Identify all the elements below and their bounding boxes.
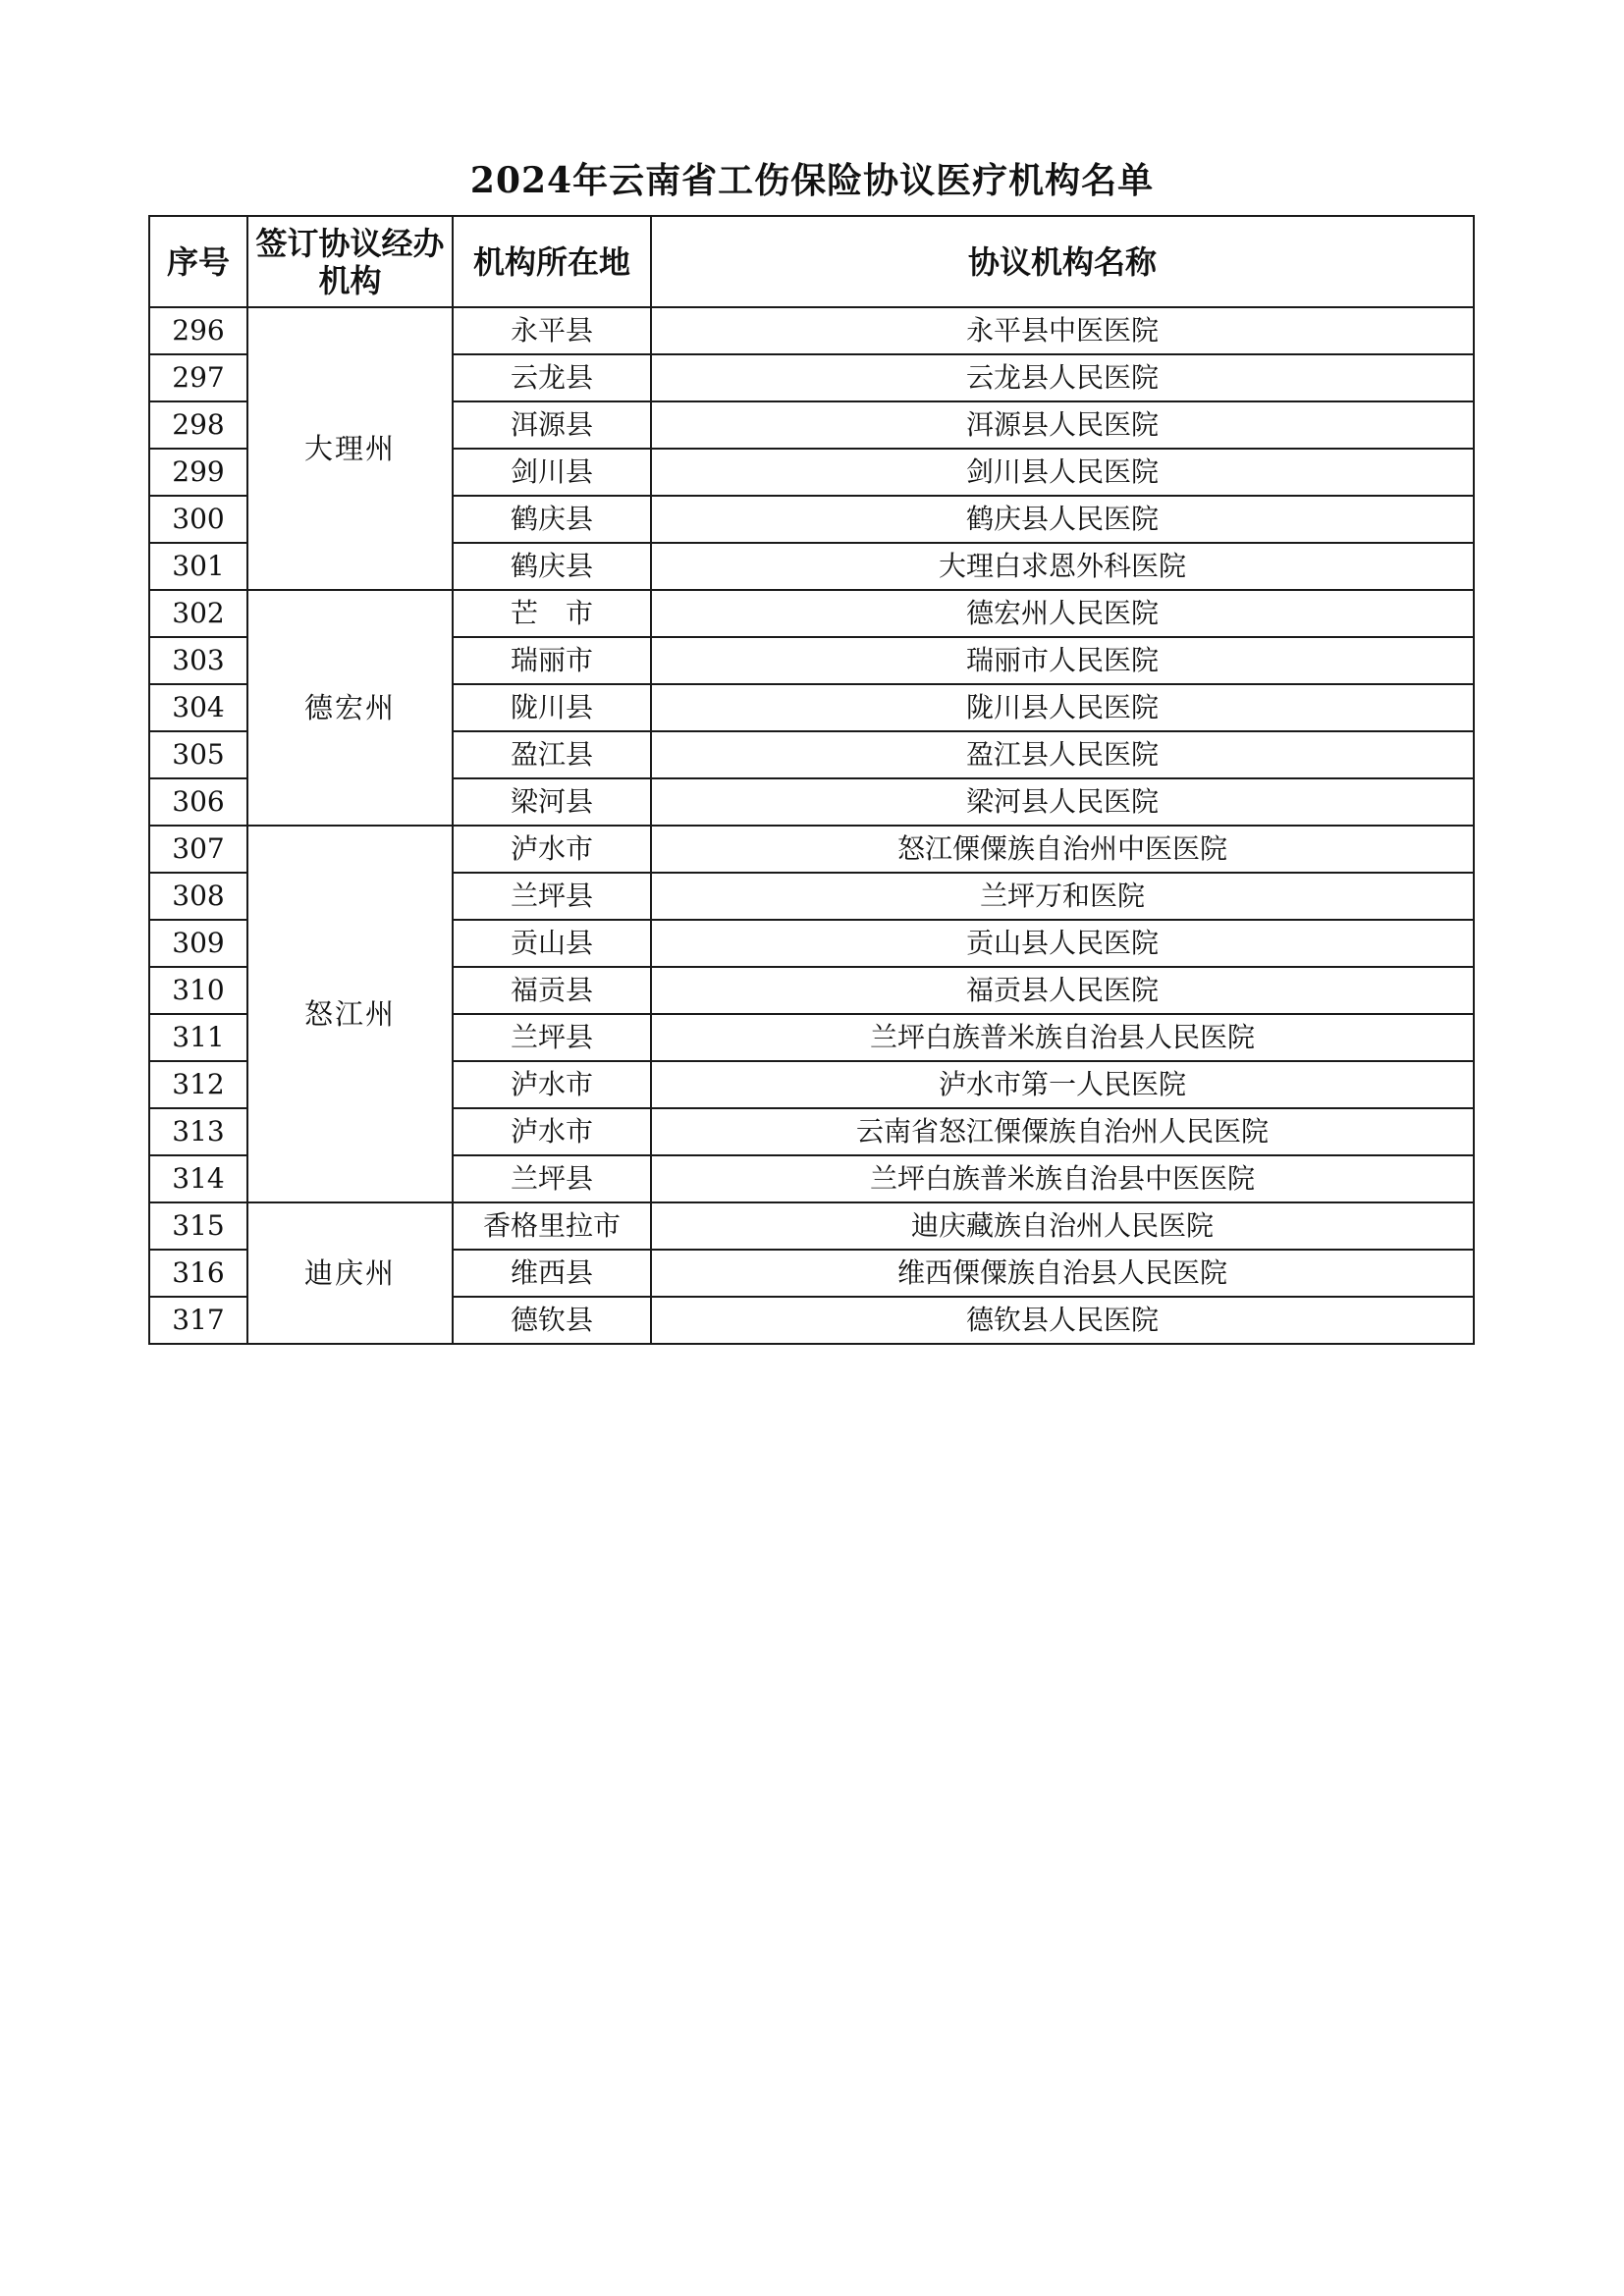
row-institution-name: 兰坪白族普米族自治县中医医院 <box>651 1155 1474 1202</box>
table-row <box>149 590 1474 637</box>
row-institution-name: 剑川县人民医院 <box>651 449 1474 496</box>
row-seq: 301 <box>149 543 247 590</box>
row-location: 兰坪县 <box>453 873 651 920</box>
row-seq: 314 <box>149 1155 247 1202</box>
row-seq: 310 <box>149 967 247 1014</box>
table-body <box>149 307 1474 1344</box>
row-institution-name: 陇川县人民医院 <box>651 684 1474 731</box>
row-institution-name: 德钦县人民医院 <box>651 1297 1474 1344</box>
row-location: 梁河县 <box>453 778 651 826</box>
row-office: 大理州 <box>247 307 453 590</box>
row-office: 迪庆州 <box>247 1202 453 1344</box>
row-institution-name: 瑞丽市人民医院 <box>651 637 1474 684</box>
row-seq: 311 <box>149 1014 247 1061</box>
header-office: 签订协议经办机构 <box>247 216 453 307</box>
row-institution-name: 兰坪白族普米族自治县人民医院 <box>651 1014 1474 1061</box>
row-seq: 305 <box>149 731 247 778</box>
institution-table <box>148 215 1475 1345</box>
row-location: 陇川县 <box>453 684 651 731</box>
row-institution-name: 云南省怒江傈僳族自治州人民医院 <box>651 1108 1474 1155</box>
table-row <box>149 307 1474 354</box>
row-seq: 316 <box>149 1250 247 1297</box>
row-institution-name: 鹤庆县人民医院 <box>651 496 1474 543</box>
row-seq: 304 <box>149 684 247 731</box>
row-location: 永平县 <box>453 307 651 354</box>
row-seq: 312 <box>149 1061 247 1108</box>
row-institution-name: 福贡县人民医院 <box>651 967 1474 1014</box>
row-seq: 313 <box>149 1108 247 1155</box>
row-institution-name: 怒江傈僳族自治州中医医院 <box>651 826 1474 873</box>
row-location: 泸水市 <box>453 1108 651 1155</box>
header-seq: 序号 <box>149 216 247 307</box>
row-institution-name: 大理白求恩外科医院 <box>651 543 1474 590</box>
row-seq: 315 <box>149 1202 247 1250</box>
row-institution-name: 永平县中医医院 <box>651 307 1474 354</box>
row-location: 香格里拉市 <box>453 1202 651 1250</box>
row-location: 泸水市 <box>453 826 651 873</box>
row-institution-name: 德宏州人民医院 <box>651 590 1474 637</box>
row-institution-name: 盈江县人民医院 <box>651 731 1474 778</box>
header-location: 机构所在地 <box>453 216 651 307</box>
row-institution-name: 迪庆藏族自治州人民医院 <box>651 1202 1474 1250</box>
row-location: 兰坪县 <box>453 1155 651 1202</box>
table-row <box>149 826 1474 873</box>
row-seq: 298 <box>149 401 247 449</box>
row-institution-name: 维西傈僳族自治县人民医院 <box>651 1250 1474 1297</box>
header-name: 协议机构名称 <box>651 216 1474 307</box>
row-location: 德钦县 <box>453 1297 651 1344</box>
row-institution-name: 兰坪万和医院 <box>651 873 1474 920</box>
row-institution-name: 贡山县人民医院 <box>651 920 1474 967</box>
row-seq: 306 <box>149 778 247 826</box>
row-institution-name: 梁河县人民医院 <box>651 778 1474 826</box>
row-location: 泸水市 <box>453 1061 651 1108</box>
row-seq: 317 <box>149 1297 247 1344</box>
row-seq: 302 <box>149 590 247 637</box>
row-seq: 300 <box>149 496 247 543</box>
row-seq: 307 <box>149 826 247 873</box>
row-location: 盈江县 <box>453 731 651 778</box>
row-seq: 296 <box>149 307 247 354</box>
row-location: 芒 市 <box>453 590 651 637</box>
row-office: 德宏州 <box>247 590 453 826</box>
row-office: 怒江州 <box>247 826 453 1202</box>
row-institution-name: 云龙县人民医院 <box>651 354 1474 401</box>
row-location: 洱源县 <box>453 401 651 449</box>
row-institution-name: 泸水市第一人民医院 <box>651 1061 1474 1108</box>
row-location: 鹤庆县 <box>453 496 651 543</box>
row-location: 云龙县 <box>453 354 651 401</box>
row-seq: 309 <box>149 920 247 967</box>
row-location: 贡山县 <box>453 920 651 967</box>
row-seq: 308 <box>149 873 247 920</box>
row-location: 福贡县 <box>453 967 651 1014</box>
row-location: 鹤庆县 <box>453 543 651 590</box>
table-header-row <box>149 216 1474 307</box>
row-location: 维西县 <box>453 1250 651 1297</box>
document-title: 2024年云南省工伤保险协议医疗机构名单 <box>469 160 1155 201</box>
row-location: 剑川县 <box>453 449 651 496</box>
row-location: 兰坪县 <box>453 1014 651 1061</box>
row-seq: 299 <box>149 449 247 496</box>
row-location: 瑞丽市 <box>453 637 651 684</box>
row-institution-name: 洱源县人民医院 <box>651 401 1474 449</box>
row-seq: 297 <box>149 354 247 401</box>
row-seq: 303 <box>149 637 247 684</box>
table-row <box>149 1202 1474 1250</box>
